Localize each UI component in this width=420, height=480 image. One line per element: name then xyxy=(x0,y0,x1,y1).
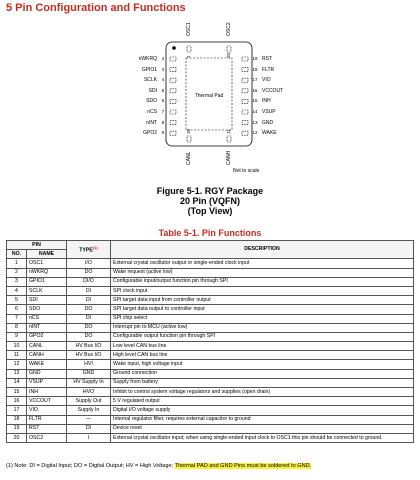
scale-note: Not to scale xyxy=(233,168,260,174)
pin-number-cell: 10 xyxy=(7,342,27,351)
pin-description-cell: Low level CAN bus line xyxy=(111,342,414,351)
left-pin-number: 2 xyxy=(161,56,165,61)
pin-number-cell: 6 xyxy=(7,305,27,314)
right-pin-number: 19 xyxy=(252,56,258,61)
right-pin-number: 18 xyxy=(252,66,258,72)
pin-number-cell: 20 xyxy=(7,433,27,442)
pin-description-cell: SPI clock input xyxy=(111,286,414,295)
pin-number-cell: 13 xyxy=(7,369,27,378)
pin-number-cell: 18 xyxy=(7,415,27,424)
pin-description-cell: Digital I/O voltage supply xyxy=(111,406,414,415)
pin-description-cell: Configurable input/output function pin through SPI xyxy=(111,277,414,286)
pin-number-cell: 9 xyxy=(7,332,27,341)
pin-type-cell: I xyxy=(67,433,111,442)
pin-description-cell: Internal regulator filter, requires external capacitor to ground xyxy=(111,415,414,424)
pin-name-cell: CANH xyxy=(27,351,67,360)
table-title: Table 5-1. Pin Functions xyxy=(158,228,262,238)
pin1-marker xyxy=(172,46,176,50)
right-pin-number: 13 xyxy=(252,119,258,125)
table-row xyxy=(7,378,414,387)
pin-description-cell: Wake input, high voltage input xyxy=(111,360,414,369)
left-pin-name: nWKRQ xyxy=(138,56,157,62)
pin-number-cell: 3 xyxy=(7,277,27,286)
table-row xyxy=(7,314,414,323)
pin-type-cell: Supply Out xyxy=(67,397,111,406)
pin-number-cell: 19 xyxy=(7,424,27,433)
top-pin-name: OSC1 xyxy=(186,22,192,36)
pin-description-cell: Inhibit to control system voltage regulators and supplies (open drain) xyxy=(111,388,414,397)
pin-number-cell: 8 xyxy=(7,323,27,332)
pin-name-cell: VSUP xyxy=(27,378,67,387)
pin-type-cell: DO xyxy=(67,268,111,277)
pin-name-cell: SDI xyxy=(27,296,67,305)
pin-name-cell: GND xyxy=(27,369,67,378)
table-row xyxy=(7,342,414,351)
package-outline-svg xyxy=(0,0,420,180)
right-pin-name: RST xyxy=(262,56,272,62)
header-type-ref[interactable]: (1) xyxy=(92,245,98,251)
pin-number-cell: 17 xyxy=(7,406,27,415)
left-pin-name: GPO2 xyxy=(143,130,157,137)
pin-type-cell: HV Supply In xyxy=(67,378,111,387)
pin-name-cell: VIO xyxy=(27,406,67,415)
header-description: DESCRIPTION xyxy=(111,241,414,259)
left-pin-name: SDI xyxy=(148,87,157,94)
pin-type-cell: DI/O xyxy=(67,277,111,286)
table-row xyxy=(7,424,414,433)
pin-name-cell: CANL xyxy=(27,342,67,351)
right-pin-name: WAKE xyxy=(262,130,277,137)
table-row xyxy=(7,296,414,305)
bottom-pin-number: 11 xyxy=(226,129,231,134)
header-name: NAME xyxy=(27,250,67,259)
left-pin-name: SCLK xyxy=(143,77,157,84)
pin-number-cell: 4 xyxy=(7,286,27,295)
table-row xyxy=(7,286,414,295)
left-pin-number: 9 xyxy=(161,130,165,136)
pin-description-cell: Ground connection xyxy=(111,369,414,378)
pin-number-cell: 1 xyxy=(7,259,27,268)
left-pin-name: nCS xyxy=(147,109,157,115)
pin-description-cell: External crystal oscillator output or single-ended clock input xyxy=(111,259,414,268)
table-row xyxy=(7,259,414,268)
pin-description-cell: Wake request (active low) xyxy=(111,268,414,277)
pin-number-cell: 7 xyxy=(7,314,27,323)
bottom-pin-name: CANL xyxy=(186,151,192,165)
pin-name-cell: INH xyxy=(27,388,67,397)
right-pin-number: 16 xyxy=(252,87,258,93)
table-row xyxy=(7,277,414,286)
pin-description-cell: SPI target data input from controller output xyxy=(111,296,414,305)
pin-description-cell: Configurable output function pin through SPI xyxy=(111,332,414,341)
right-pin-name: VCCOUT xyxy=(262,87,284,94)
right-pin-number: 15 xyxy=(252,98,258,104)
left-pin-name: SDO xyxy=(146,98,157,105)
pin-type-cell: GND xyxy=(67,369,111,378)
footnote-text: (1) Note: DI = Digital Input; DO = Digital Output; HV = High Voltage; xyxy=(6,463,174,469)
pin-name-cell: nWKRQ xyxy=(27,268,67,277)
table-row xyxy=(7,433,414,442)
right-pin-name: VIO xyxy=(262,77,271,84)
pin-number-cell: 11 xyxy=(7,351,27,360)
pin-name-cell: GPIO1 xyxy=(27,277,67,286)
pin-number-cell: 12 xyxy=(7,360,27,369)
left-pin-number: 7 xyxy=(161,109,165,114)
top-pin-number: 20 xyxy=(226,52,231,58)
bottom-pin-number: 10 xyxy=(186,128,191,134)
figure-caption-1: Figure 5-1. RGY Package xyxy=(156,186,264,196)
section-title: 5 Pin Configuration and Functions xyxy=(6,2,186,14)
left-pin-number: 8 xyxy=(161,119,165,125)
pin-functions-table xyxy=(6,240,414,443)
header-type-text: TYPE xyxy=(79,248,93,255)
header-no: NO. xyxy=(7,250,27,259)
right-pin-number: 14 xyxy=(252,109,258,114)
pin-description-cell: SPI target data output to controller input xyxy=(111,305,414,314)
pin-type-cell: DI xyxy=(67,314,111,323)
pin-number-cell: 5 xyxy=(7,296,27,305)
pin-name-cell: RST xyxy=(27,424,67,433)
right-pin-name: VSUP xyxy=(262,109,276,115)
header-type xyxy=(67,241,111,259)
pin-type-cell: DI xyxy=(67,286,111,295)
pin-name-cell: OSC2 xyxy=(27,433,67,442)
package-diagram xyxy=(0,0,420,180)
pin-description-cell: Device reset xyxy=(111,424,414,433)
pin-type-cell: Supply In xyxy=(67,406,111,415)
table-row xyxy=(7,268,414,277)
right-pin-name: FLTR xyxy=(262,66,275,73)
pin-type-cell: DI xyxy=(67,424,111,433)
pin-name-cell: SCLK xyxy=(27,286,67,295)
pin-number-cell: 2 xyxy=(7,268,27,277)
right-pin-name: GND xyxy=(262,119,274,126)
footnote-highlight: Thermal PAD and GND Pins must be soldered to GND. xyxy=(174,463,312,469)
pin-description-cell: SPI chip select xyxy=(111,314,414,323)
pin-name-cell: VCCOUT xyxy=(27,397,67,406)
pin-type-cell: DO xyxy=(67,332,111,341)
pin-name-cell: SDO xyxy=(27,305,67,314)
table-row xyxy=(7,305,414,314)
top-pin-name: OSC2 xyxy=(226,22,232,36)
table-row xyxy=(7,332,414,341)
right-pin-number: 17 xyxy=(252,77,258,83)
footnote xyxy=(6,463,311,469)
left-pin-number: 6 xyxy=(161,98,165,104)
figure-caption-3: (Top View) xyxy=(187,206,233,216)
table-row xyxy=(7,323,414,332)
pin-number-cell: 15 xyxy=(7,388,27,397)
pin-description-cell: External crystal oscillator input; when using single-ended input clock to OSC1 this pin should be connected to ground. xyxy=(111,433,414,442)
pin-number-cell: 16 xyxy=(7,397,27,406)
pin-name-cell: GPO2 xyxy=(27,332,67,341)
table-row xyxy=(7,388,414,397)
pin-name-cell: nINT xyxy=(27,323,67,332)
pin-description-cell: High level CAN bus line xyxy=(111,351,414,360)
left-pin-name: nINT xyxy=(146,119,157,126)
table-row xyxy=(7,369,414,378)
pin-name-cell: WAKE xyxy=(27,360,67,369)
right-pin-number: 12 xyxy=(252,130,258,136)
pin-type-cell: HV Bus I/O xyxy=(67,351,111,360)
figure-caption-2: 20 Pin (VQFN) xyxy=(179,196,240,206)
top-pin-number: 1 xyxy=(186,55,191,58)
left-pin-number: 4 xyxy=(161,77,165,83)
pin-type-cell: — xyxy=(67,415,111,424)
table-row xyxy=(7,397,414,406)
left-pin-number: 5 xyxy=(161,87,165,93)
left-pin-name: GPIO1 xyxy=(141,66,157,73)
pin-type-cell: DO xyxy=(67,305,111,314)
bottom-pin-name: CANH xyxy=(226,150,232,165)
pin-type-cell: DO xyxy=(67,323,111,332)
pin-name-cell: OSC1 xyxy=(27,259,67,268)
pin-type-cell: DI xyxy=(67,296,111,305)
pin-type-cell: HVO xyxy=(67,388,111,397)
left-pin-number: 3 xyxy=(161,66,165,72)
pin-description-cell: Interrupt pin to MCU (active low) xyxy=(111,323,414,332)
table-row xyxy=(7,351,414,360)
pin-number-cell: 14 xyxy=(7,378,27,387)
pin-type-cell: HVI xyxy=(67,360,111,369)
pin-type-cell: HV Bus I/O xyxy=(67,342,111,351)
pin-name-cell: nCS xyxy=(27,314,67,323)
pin-description-cell: 5 V regulated output xyxy=(111,397,414,406)
pin-type-cell: I/O xyxy=(67,259,111,268)
header-pin: PIN xyxy=(7,241,67,250)
table-row xyxy=(7,360,414,369)
right-pin-name: INH xyxy=(262,98,271,105)
table-row xyxy=(7,415,414,424)
pin-description-cell: Supply from battery xyxy=(111,378,414,387)
table-row xyxy=(7,406,414,415)
pin-name-cell: FLTR xyxy=(27,415,67,424)
thermal-pad-label: Thermal Pad xyxy=(194,93,224,99)
